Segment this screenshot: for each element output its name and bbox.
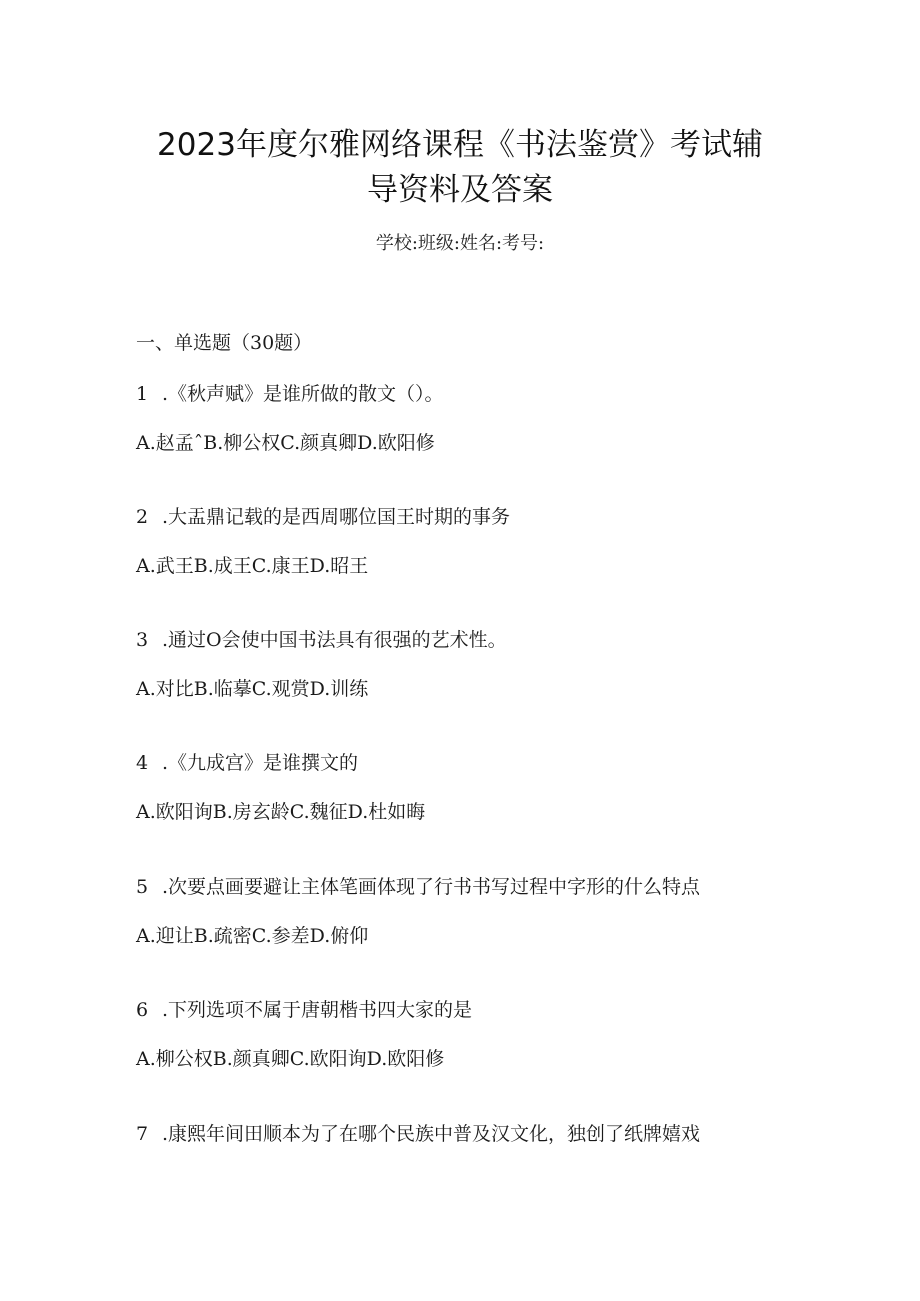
question-1	[136, 381, 444, 407]
question-text: .通过O会使中国书法具有很强的艺术性。	[162, 629, 507, 651]
question-number: 1	[136, 383, 149, 405]
question-3	[136, 627, 507, 653]
question-5-options: A.迎让B.疏密C.参差D.俯仰	[136, 925, 369, 947]
question-text: .《秋声赋》是谁所做的散文（）。	[162, 383, 444, 405]
question-2-options: A.武王B.成王C.康王D.昭王	[136, 555, 369, 577]
question-number: 7	[136, 1123, 149, 1145]
question-number: 2	[136, 506, 149, 528]
student-info-line: 学校:班级:姓名:考号:	[375, 233, 545, 254]
question-text: .次要点画要避让主体笔画体现了行书书写过程中字形的什么特点	[162, 876, 701, 898]
question-text: .《九成宫》是谁撰文的	[162, 752, 359, 774]
question-text: .大盂鼎记载的是西周哪位国王时期的事务	[162, 506, 511, 528]
question-2	[136, 504, 510, 530]
question-1-options: A.赵孟ˆB.柳公权C.颜真卿D.欧阳修	[136, 432, 435, 454]
question-6	[136, 997, 472, 1023]
question-5	[136, 874, 700, 900]
question-6-options: A.柳公权B.颜真卿C.欧阳询D.欧阳修	[136, 1048, 445, 1070]
question-7	[136, 1121, 700, 1147]
question-text: .下列选项不属于唐朝楷书四大家的是	[162, 999, 473, 1021]
question-text: .康熙年间田顺本为了在哪个民族中普及汉文化，独创了纸牌嬉戏	[162, 1123, 701, 1145]
section-heading: 一、单选题（30题）	[136, 332, 313, 354]
question-number: 4	[136, 752, 149, 774]
question-number: 6	[136, 999, 149, 1021]
document-title-line-2: 导资料及答案	[367, 172, 553, 208]
question-4-options: A.欧阳询B.房玄龄C.魏征D.杜如晦	[136, 801, 426, 823]
question-number: 5	[136, 876, 149, 898]
document-title-line-1: 2023年度尔雅网络课程《书法鉴赏》考试辅	[157, 127, 763, 163]
question-3-options: A.对比B.临摹C.观赏D.训练	[136, 678, 369, 700]
question-4	[136, 750, 358, 776]
question-number: 3	[136, 629, 149, 651]
